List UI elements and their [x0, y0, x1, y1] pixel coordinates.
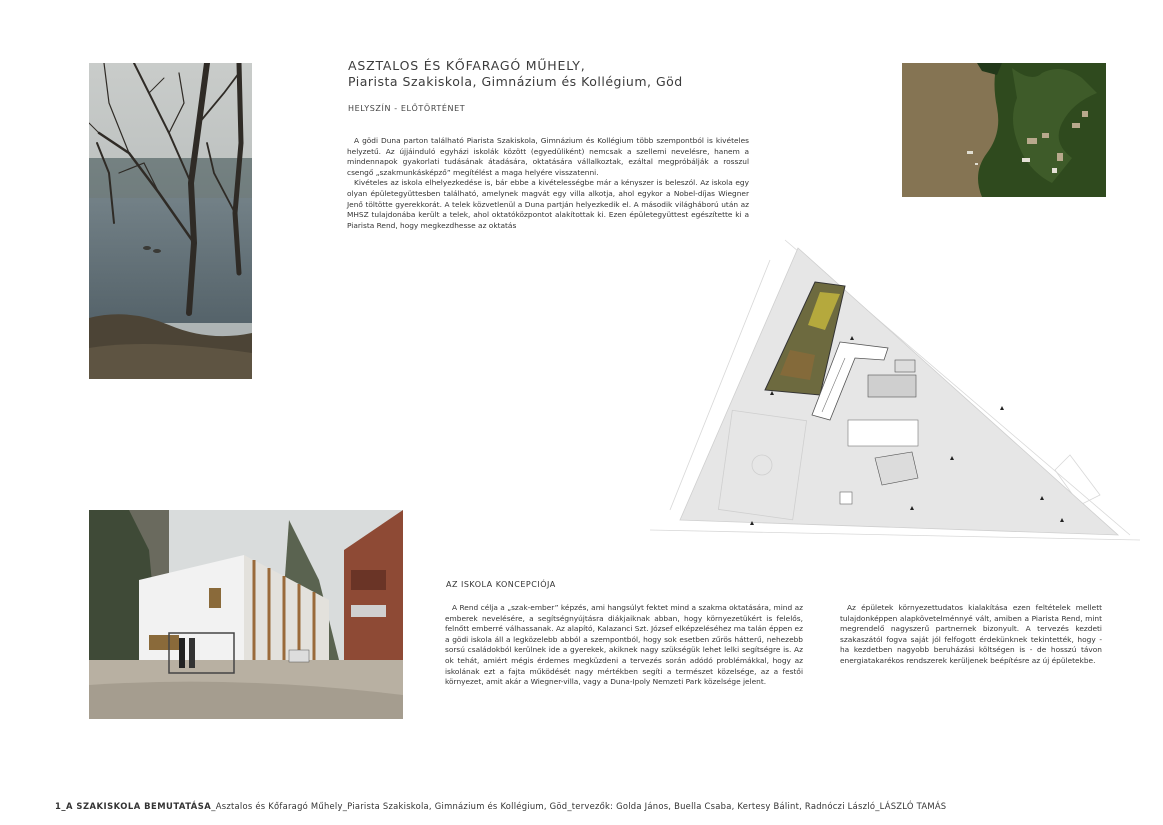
title-block: [348, 58, 768, 113]
concept-text: [445, 603, 803, 688]
project-subtitle: Piarista Szakiskola, Gimnázium és Kollégium, Göd: [348, 74, 683, 89]
concept-text-2: [840, 603, 1102, 667]
aerial-photo: [902, 63, 1106, 197]
footer-section-label: 1_A SZAKISKOLA BEMUTATÁSA: [55, 801, 212, 811]
footer-credits: [55, 801, 1135, 811]
river-bank-photo: [89, 63, 252, 379]
section-subheading: HELYSZÍN - ELŐTÖRTÉNET: [348, 104, 466, 113]
project-title: ASZTALOS ÉS KŐFARAGÓ MŰHELY,: [348, 58, 586, 73]
intro-paragraph-1: A gödi Duna parton található Piarista Szakiskola, Gimnázium és Kollégium több szempontból is kivételes helyzetű. Az újjáinduló egyházi iskolák között (egyedüliként) nemcsak a szellemi nevelésre, hanem a mindennapok gyakorlati tudásának átadására, oktatására vállalkoztak, ezáltal megpróbálják a rosszul csengő „szakmunkásképző” megítélést a maga helyére visszatenni.: [347, 136, 749, 177]
intro-paragraph-2: Kivételes az iskola elhelyezkedése is, bár ebbe a kivételességbe már a kényszer is beleszól. Az iskola egy olyan épületegyüttesben található, amelynek magvát egy villa alkotja, ahol egykor a Nobel-díjas Wiegner Jenő töltötte gyerekkorát. A telek közvetlenül a Duna partján helyezkedik el. A második világháború után az MHSZ tulajdonába került a telek, ahol oktatóközpontot alakítottak ki. Ezen épületegyüttest egészítette ki a Piarista Rend, hogy megkezdhesse az oktatás: [347, 178, 749, 230]
concept-paragraph-1: A Rend célja a „szak-ember” képzés, ami hangsúlyt fektet mind a szakma oktatására, mind az emberek nevelésére, a segítségnyújtásra diákjaiknak abban, hogy környezetükért is felelős, felnőtt emberré válhassanak. Az alapító, Kalazanci Szt. József elképzeléséhez ma talán éppen ez a gödi iskola áll a legközelebb abból a szempontból, hogy sok esetben zűrös hátterű, nehezebb sorsú családokból kerülnek ide a gyerekek, akiknek nagy szükségük lehet lelki segítségre is. Az ok tehát, amiért mégis érdemes megküzdeni a tervezés során adódó problémákkal, hogy az iskolának ezt a fajta működését nagy mértékben segíti a természet közelsége, az a festői környezet, amit akár a Wiegner-villa, vagy a Duna-Ipoly Nemzeti Park közelsége jelent.: [445, 603, 803, 687]
footer-credits-text: _Asztalos és Kőfaragó Műhely_Piarista Szakiskola, Gimnázium és Kollégium, Göd_tervezők: Golda János, Buella Csaba, Kertesy Bálint, Radnóczi László_LÁSZLÓ TAMÁS: [211, 801, 947, 811]
site-plan: [650, 230, 1140, 560]
school-building-photo: [89, 510, 403, 719]
concept-heading: AZ ISKOLA KONCEPCIÓJA: [446, 580, 556, 589]
intro-text: [347, 136, 749, 231]
concept-paragraph-2: Az épületek környezettudatos kialakítása ezen feltételek mellett tulajdonképpen alapkövetelménnyé vált, amiben a Piarista Rend, mint megrendelő nagyszerű partnernek bizonyult. A tervezés kezdeti szakaszától fogva saját jól felfogott érdekünknek tekintették, hogy - ha kezdetben nagyobb beruházási költségen is - de hosszú távon energiatakarékos rendszerek kerüljenek beépítésre az új épületekbe.: [840, 603, 1102, 665]
